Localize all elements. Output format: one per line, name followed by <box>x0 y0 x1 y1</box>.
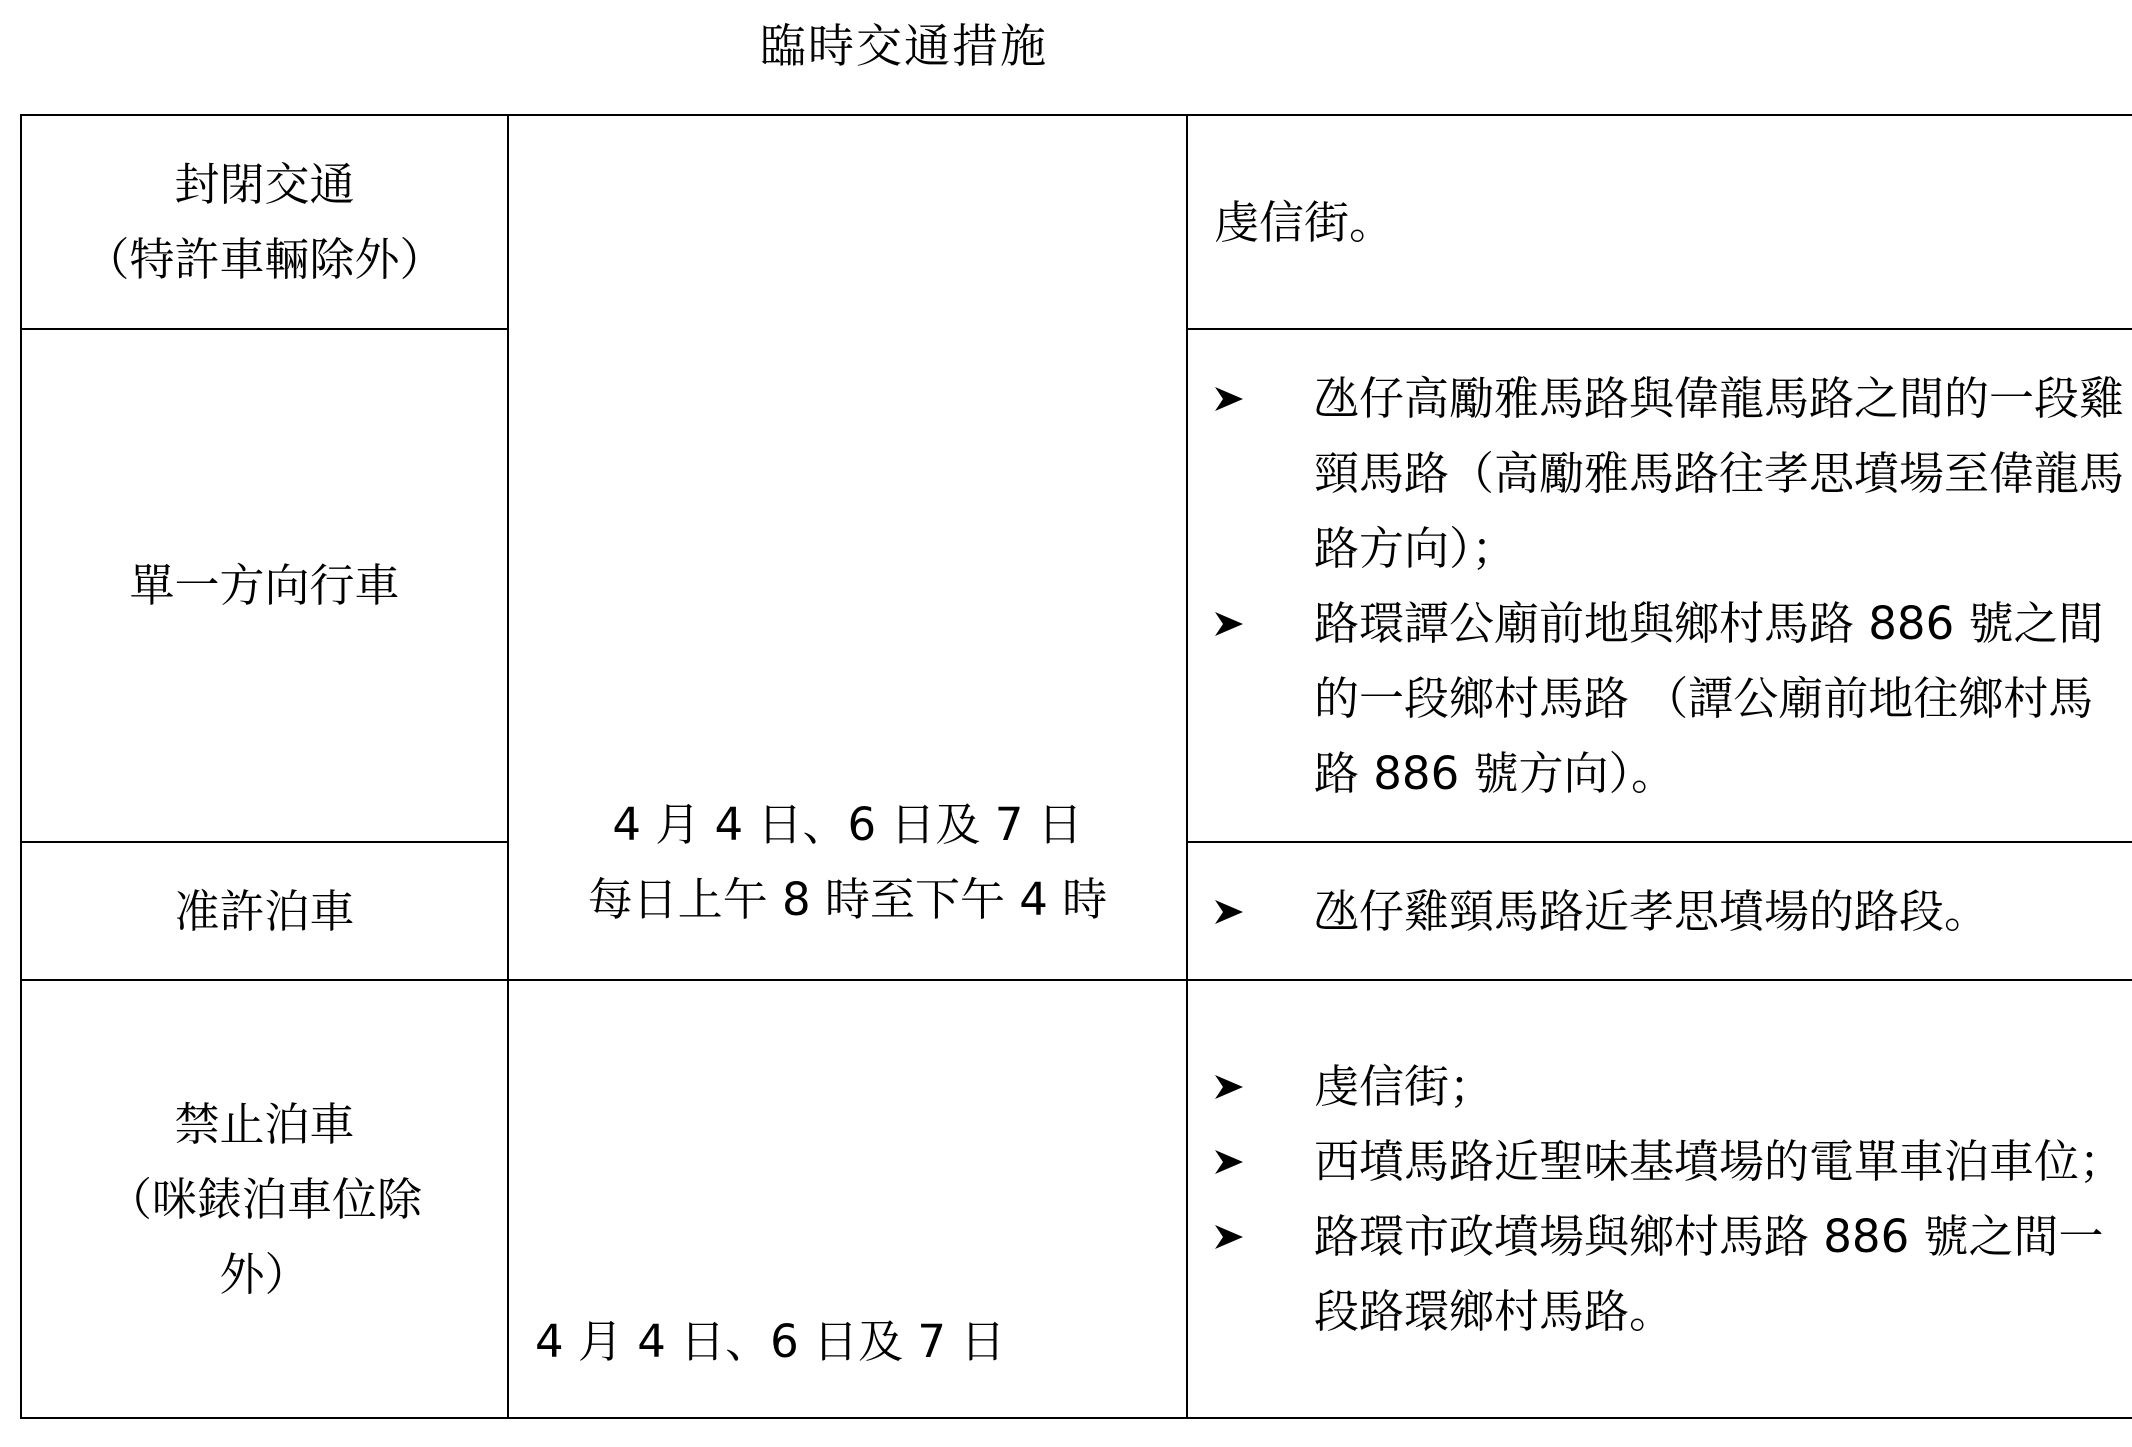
location-cell-closure <box>1187 115 2132 329</box>
page-title: 臨時交通措施 <box>760 19 1048 73</box>
measure-cell-parking-allowed <box>21 842 508 980</box>
measure-label: 准許泊車 <box>174 884 355 938</box>
measure-label-note: （咪錶泊車位除 <box>106 1172 422 1226</box>
measure-label: 封閉交通 <box>174 158 355 211</box>
location-text: 路環市政墳場與鄉村馬路 886 號之間一段路環鄉村馬路。 <box>1314 1210 2104 1338</box>
list-item <box>1188 1199 2132 1349</box>
arrowhead-bullet-icon <box>1214 874 1254 926</box>
table-row-no-parking <box>21 980 2132 1418</box>
arrowhead-bullet-icon <box>1214 1199 1254 1251</box>
measure-cell-one-way <box>21 329 508 842</box>
list-item <box>1188 586 2132 811</box>
period-cell-no-parking <box>508 980 1187 1418</box>
period-cell-shared <box>508 115 1187 980</box>
location-text: 氹仔高勵雅馬路與偉龍馬路之間的一段雞頸馬路（高勵雅馬路往孝思墳場至偉龍馬路方向）； <box>1314 371 2125 575</box>
list-item <box>1188 1049 2132 1124</box>
arrowhead-bullet-icon <box>1214 361 1254 413</box>
measure-cell-closure <box>21 115 508 329</box>
arrowhead-bullet-icon <box>1214 1049 1254 1101</box>
measure-label: 禁止泊車 <box>174 1097 355 1151</box>
location-text: 虔信街。 <box>1214 195 1395 249</box>
table-row-closure <box>21 115 2132 329</box>
location-text: 西墳馬路近聖味基墳場的電單車泊車位； <box>1314 1135 2125 1188</box>
location-cell-one-way <box>1187 329 2132 842</box>
list-item <box>1188 361 2132 586</box>
location-cell-no-parking <box>1187 980 2132 1418</box>
period-date: 4 月 4 日、6 日及 7 日 <box>535 1315 1006 1368</box>
list-item <box>1188 874 2132 949</box>
period-date: 4 月 4 日、6 日及 7 日 <box>612 798 1083 851</box>
measure-label: 單一方向行車 <box>129 559 400 612</box>
location-cell-parking-allowed <box>1187 842 2132 980</box>
location-text: 氹仔雞頸馬路近孝思墳場的路段。 <box>1314 884 1990 938</box>
measure-cell-no-parking <box>21 980 508 1418</box>
traffic-measures-table <box>20 114 2132 1419</box>
period-time: 每日上午 8 時至下午 4 時 <box>587 873 1108 926</box>
location-text: 路環譚公廟前地與鄉村馬路 886 號之間的一段鄉村馬路 （譚公廟前地往鄉村馬路 886 號方向）。 <box>1314 596 2104 800</box>
location-text: 虔信街； <box>1314 1060 1495 1113</box>
list-item <box>1188 1124 2132 1199</box>
arrowhead-bullet-icon <box>1214 1124 1254 1176</box>
measure-label-note: （特許車輛除外） <box>84 233 445 286</box>
arrowhead-bullet-icon <box>1214 586 1254 638</box>
measure-label-note: 外） <box>219 1247 310 1301</box>
